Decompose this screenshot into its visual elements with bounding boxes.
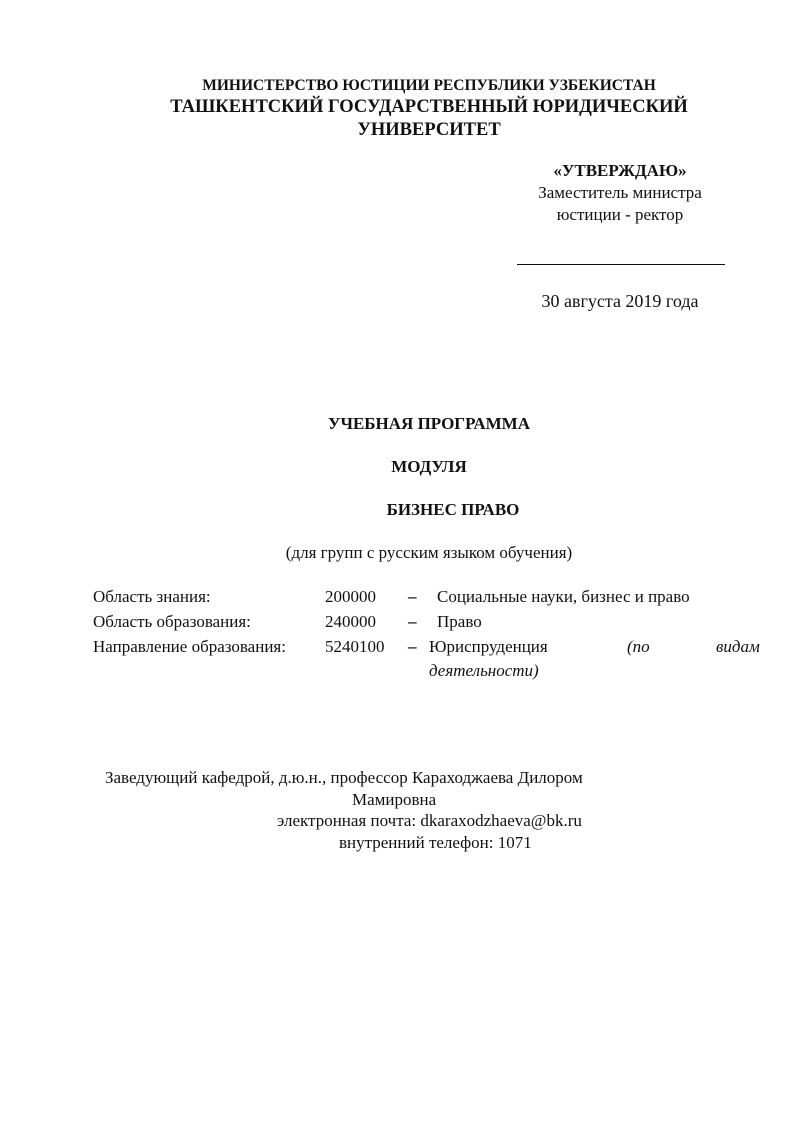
classification-note: видам (716, 637, 760, 656)
approval-position-line-1: Заместитель министра (538, 183, 702, 202)
department-head-name: Заведующий кафедрой, д.ю.н., профессор Караходжаева Дилором (105, 768, 583, 787)
program-subtitle: (для групп с русским языком обучения) (285, 543, 573, 562)
program-subject: БИЗНЕС ПРАВО (386, 500, 520, 519)
classification-dash: – (408, 637, 417, 656)
university-name (0, 96, 800, 142)
classification-row (0, 612, 800, 634)
program-title: УЧЕБНАЯ ПРОГРАММА (328, 414, 530, 433)
department-head-name-continued: Мамировна (352, 790, 437, 809)
classification-code: 240000 (325, 612, 376, 631)
department-head-email: электронная почта: dkaraxodzhaeva@bk.ru (277, 811, 582, 830)
approval-date: 30 августа 2019 года (541, 291, 699, 311)
classification-note: (по (627, 637, 650, 656)
classification-note: деятельности) (429, 661, 539, 680)
classification-value: Право (437, 612, 482, 631)
classification-code: 200000 (325, 587, 376, 606)
classification-label: Область образования: (93, 612, 251, 631)
classification-label: Направление образования: (93, 637, 286, 656)
classification-label: Область знания: (93, 587, 211, 606)
signature-line (517, 264, 725, 265)
university-name-line-2: УНИВЕРСИТЕТ (357, 120, 501, 140)
department-head-phone: внутренний телефон: 1071 (339, 833, 532, 852)
ministry-name: МИНИСТЕРСТВО ЮСТИЦИИ РЕСПУБЛИКИ УЗБЕКИСТАН (202, 77, 656, 94)
classification-row (0, 637, 800, 683)
classification-code: 5240100 (325, 637, 385, 656)
classification-value: Юриспруденция (429, 637, 548, 656)
university-name-line-1: ТАШКЕНТСКИЙ ГОСУДАРСТВЕННЫЙ ЮРИДИЧЕСКИЙ (170, 97, 688, 117)
approval-position-line-2: юстиции - ректор (556, 205, 684, 224)
classification-value: Социальные науки, бизнес и право (437, 587, 690, 606)
approval-title: «УТВЕРЖДАЮ» (553, 161, 687, 180)
program-module: МОДУЛЯ (391, 457, 467, 476)
classification-row (0, 587, 800, 609)
classification-dash: – (408, 612, 417, 631)
classification-dash: – (408, 587, 417, 606)
